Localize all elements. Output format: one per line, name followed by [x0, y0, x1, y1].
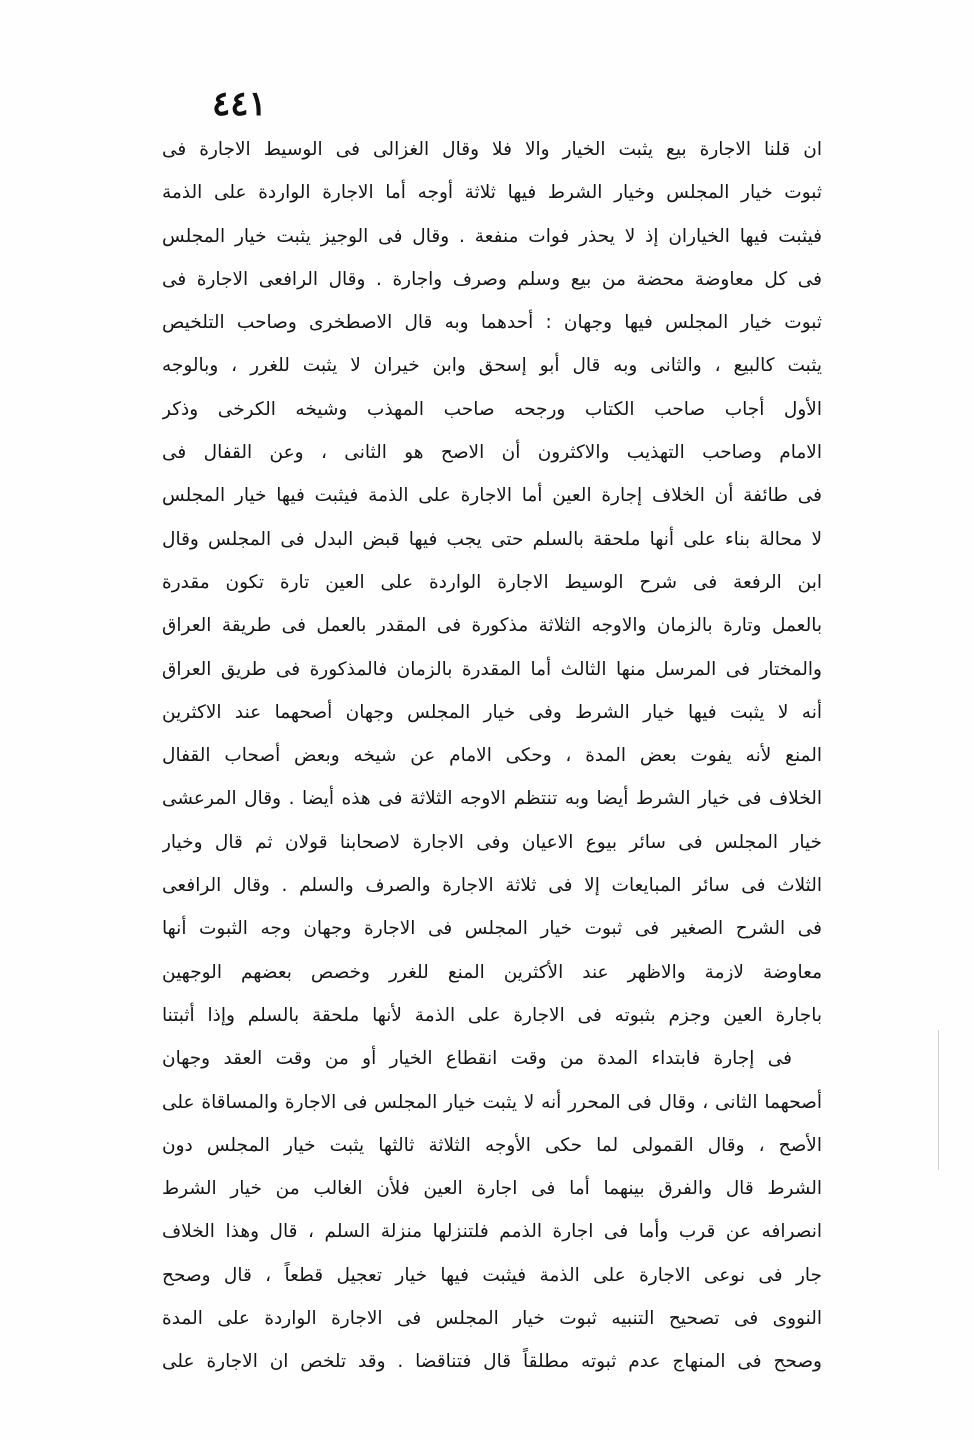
text-line: الثلاث فى سائر المبايعات إلا فى ثلاثة الاجارة والصرف والسلم . وقال الرافعى — [162, 875, 822, 897]
text-line: ابن الرفعة فى شرح الوسيط الاجارة الواردة على العين تارة تكون مقدرة — [162, 571, 822, 593]
text-line: المنع لأنه يفوت بعض المدة ، وحكى الامام عن شيخه وبعض أصحاب القفال — [162, 745, 822, 767]
text-line: خيار المجلس فى سائر بيوع الاعيان وفى الاجارة لاصحابنا قولان ثم قال وخيار — [162, 831, 822, 853]
text-line: أصحهما الثانى ، وقال فى المحرر أنه لا يثبت خيار المجلس فى الاجارة والمساقاة على — [162, 1091, 822, 1113]
text-line: ثبوت خيار المجلس وخيار الشرط فيها ثلاثة أوجه أما الاجارة الواردة على الذمة — [162, 182, 822, 204]
text-line: لا محالة بناء على أنها ملحقة بالسلم حتى يجب فيها قبض البدل فى المجلس وقال — [162, 528, 822, 550]
text-line: فى طائفة أن الخلاف إجارة العين أما الاجارة على الذمة فيثبت فيها خيار المجلس — [162, 485, 822, 507]
text-line: باجارة العين وجزم بثبوته فى الاجارة على الذمة لأنها ملحقة بالسلم وإذا أثبتنا — [162, 1004, 822, 1026]
text-line: الشرط قال والفرق بينهما أما فى اجارة العين فلأن الغالب من خيار الشرط — [162, 1178, 822, 1200]
text-line: بالعمل وتارة بالزمان والاوجه الثلاثة مذكورة فى المقدر بالعمل فى طريقة العراق — [162, 615, 822, 637]
text-line: فى كل معاوضة محضة من بيع وسلم وصرف واجارة . وقال الرافعى الاجارة فى — [162, 268, 822, 290]
text-line: أنه لا يثبت فيها خيار الشرط وفى خيار المجلس وجهان أصحهما عند الاكثرين — [162, 701, 822, 723]
text-line: فى الشرح الصغير فى ثبوت خيار المجلس فى الاجارة وجهان وجه الثبوت أنها — [162, 918, 822, 940]
body-text — [162, 128, 822, 1384]
text-line: وصحح فى المنهاج عدم ثبوته مطلقاً قال فتناقضا . وقد تلخص ان الاجارة على — [162, 1351, 822, 1373]
text-line: الأول أجاب صاحب الكتاب ورجحه صاحب المهذب وشيخه الكرخى وذكر — [162, 398, 822, 420]
text-line: يثبت كالبيع ، والثانى وبه قال أبو إسحق وابن خيران لا يثبت للغرر ، وبالوجه — [162, 355, 822, 377]
page-edge-mark — [938, 1030, 939, 1170]
text-line: ثبوت خيار المجلس فيها وجهان : أحدهما وبه قال الاصطخرى وصاحب التلخيص — [162, 312, 822, 334]
text-line: فى إجارة فابتداء المدة من وقت انقطاع الخيار أو من وقت العقد وجهان — [162, 1048, 792, 1070]
text-line: انصرافه عن قرب وأما فى اجارة الذمم فلتنزلها منزلة السلم ، قال وهذا الخلاف — [162, 1221, 822, 1243]
text-line: الامام وصاحب التهذيب والاكثرون أن الاصح هو الثانى ، وعن القفال فى — [162, 442, 822, 464]
text-line: الخلاف فى خيار الشرط أيضا وبه تنتظم الاوجه الثلاثة فى هذه أيضا . وقال المرعشى — [162, 788, 822, 810]
text-line: النووى فى تصحيح التنبيه ثبوت خيار المجلس فى الاجارة الواردة على المدة — [162, 1308, 822, 1330]
text-line: جار فى نوعى الاجارة على الذمة فيثبت فيها خيار تعجيل قطعاً ، قال وصحح — [162, 1264, 822, 1286]
text-line: والمختار فى المرسل منها الثالث أما المقدرة بالزمان فالمذكورة فى طريق العراق — [162, 658, 822, 680]
text-line: معاوضة لازمة والاظهر عند الأكثرين المنع للغرر وخصص بعضهم الوجهين — [162, 961, 822, 983]
page-number: ٤٤١ — [212, 84, 267, 124]
text-line: فيثبت فيها الخياران إذ لا يحذر فوات منفعة . وقال فى الوجيز يثبت خيار المجلس — [162, 225, 822, 247]
text-line: الأصح ، وقال القمولى لما حكى الأوجه الثلاثة ثالثها يثبت خيار المجلس دون — [162, 1134, 822, 1156]
text-line: ان قلنا الاجارة بيع يثبت الخيار والا فلا وقال الغزالى فى الوسيط الاجارة فى — [162, 139, 822, 160]
